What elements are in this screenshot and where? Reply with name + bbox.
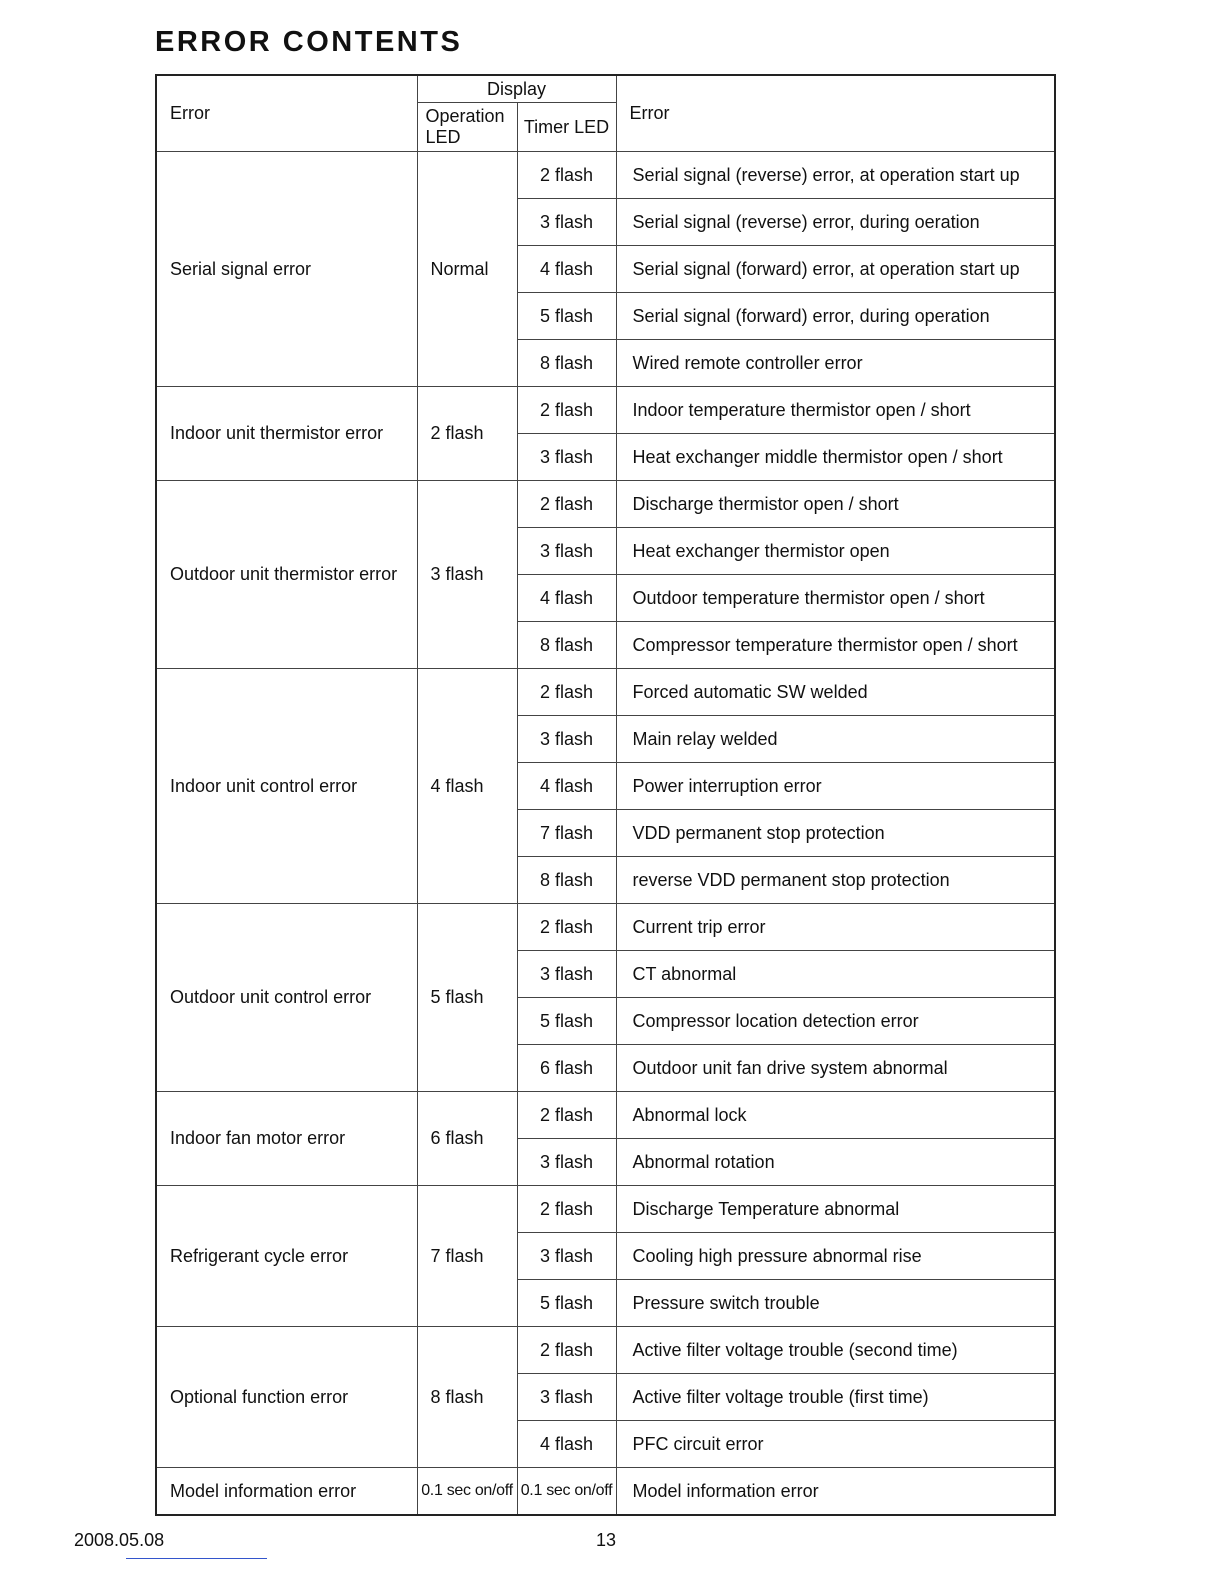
error-table-body (156, 152, 1055, 1516)
header-error: Error (156, 75, 417, 152)
timer-led-value: 6 flash (517, 1045, 616, 1092)
error-description: Compressor temperature thermistor open / short (616, 622, 1055, 669)
table-row (156, 481, 1055, 528)
error-category: Refrigerant cycle error (156, 1186, 417, 1327)
error-description: Serial signal (reverse) error, at operation start up (616, 152, 1055, 199)
error-description: Serial signal (forward) error, during operation (616, 293, 1055, 340)
error-description: Compressor location detection error (616, 998, 1055, 1045)
error-description: Discharge thermistor open / short (616, 481, 1055, 528)
timer-led-value: 3 flash (517, 528, 616, 575)
error-category: Optional function error (156, 1327, 417, 1468)
error-description: Wired remote controller error (616, 340, 1055, 387)
error-description: Serial signal (forward) error, at operation start up (616, 246, 1055, 293)
error-description: Indoor temperature thermistor open / short (616, 387, 1055, 434)
error-description: VDD permanent stop protection (616, 810, 1055, 857)
timer-led-value: 5 flash (517, 1280, 616, 1327)
error-description: Active filter voltage trouble (first time) (616, 1374, 1055, 1421)
header-display: Display (417, 75, 616, 103)
operation-led-value: 4 flash (417, 669, 517, 904)
error-description: PFC circuit error (616, 1421, 1055, 1468)
timer-led-value: 4 flash (517, 1421, 616, 1468)
error-description: reverse VDD permanent stop protection (616, 857, 1055, 904)
footer-date: 2008.05.08 (74, 1530, 165, 1550)
timer-led-value: 7 flash (517, 810, 616, 857)
error-description: Model information error (616, 1468, 1055, 1516)
page-number: 13 (596, 1530, 617, 1550)
footer-underline (126, 1558, 267, 1559)
table-row (156, 387, 1055, 434)
error-description: Outdoor temperature thermistor open / short (616, 575, 1055, 622)
error-description: Abnormal rotation (616, 1139, 1055, 1186)
timer-led-value: 2 flash (517, 669, 616, 716)
timer-led-value: 2 flash (517, 1327, 616, 1374)
timer-led-value: 8 flash (517, 622, 616, 669)
timer-led-value: 4 flash (517, 575, 616, 622)
header-error-description: Error (616, 75, 1055, 152)
operation-led-value: 0.1 sec on/off (417, 1468, 517, 1516)
error-category: Outdoor unit thermistor error (156, 481, 417, 669)
operation-led-value: 8 flash (417, 1327, 517, 1468)
timer-led-value: 3 flash (517, 951, 616, 998)
error-category: Indoor unit thermistor error (156, 387, 417, 481)
error-description: Forced automatic SW welded (616, 669, 1055, 716)
timer-led-value: 8 flash (517, 857, 616, 904)
error-table (155, 74, 1056, 1516)
error-description: Serial signal (reverse) error, during oeration (616, 199, 1055, 246)
error-description: CT abnormal (616, 951, 1055, 998)
operation-led-value: 2 flash (417, 387, 517, 481)
operation-led-value: 3 flash (417, 481, 517, 669)
table-row (156, 1092, 1055, 1139)
error-description: Cooling high pressure abnormal rise (616, 1233, 1055, 1280)
error-description: Discharge Temperature abnormal (616, 1186, 1055, 1233)
timer-led-value: 3 flash (517, 1233, 616, 1280)
timer-led-value: 0.1 sec on/off (517, 1468, 616, 1516)
timer-led-value: 4 flash (517, 763, 616, 810)
error-description: Main relay welded (616, 716, 1055, 763)
timer-led-value: 3 flash (517, 1374, 616, 1421)
error-category: Outdoor unit control error (156, 904, 417, 1092)
timer-led-value: 3 flash (517, 434, 616, 481)
error-description: Heat exchanger middle thermistor open / short (616, 434, 1055, 481)
error-description: Outdoor unit fan drive system abnormal (616, 1045, 1055, 1092)
timer-led-value: 2 flash (517, 387, 616, 434)
timer-led-value: 2 flash (517, 1186, 616, 1233)
timer-led-value: 2 flash (517, 1092, 616, 1139)
table-row (156, 152, 1055, 199)
timer-led-value: 5 flash (517, 293, 616, 340)
operation-led-value: 5 flash (417, 904, 517, 1092)
timer-led-value: 5 flash (517, 998, 616, 1045)
timer-led-value: 4 flash (517, 246, 616, 293)
operation-led-value: 6 flash (417, 1092, 517, 1186)
header-timer-led: Timer LED (517, 103, 616, 152)
error-description: Current trip error (616, 904, 1055, 951)
error-category: Indoor unit control error (156, 669, 417, 904)
operation-led-value: Normal (417, 152, 517, 387)
timer-led-value: 2 flash (517, 481, 616, 528)
error-description: Pressure switch trouble (616, 1280, 1055, 1327)
table-row (156, 1186, 1055, 1233)
table-row (156, 1468, 1055, 1516)
timer-led-value: 3 flash (517, 716, 616, 763)
header-operation-led: Operation LED (417, 103, 517, 152)
error-description: Active filter voltage trouble (second time) (616, 1327, 1055, 1374)
error-description: Power interruption error (616, 763, 1055, 810)
timer-led-value: 3 flash (517, 1139, 616, 1186)
error-description: Abnormal lock (616, 1092, 1055, 1139)
operation-led-value: 7 flash (417, 1186, 517, 1327)
timer-led-value: 3 flash (517, 199, 616, 246)
timer-led-value: 8 flash (517, 340, 616, 387)
error-description: Heat exchanger thermistor open (616, 528, 1055, 575)
timer-led-value: 2 flash (517, 152, 616, 199)
error-category: Serial signal error (156, 152, 417, 387)
table-row (156, 669, 1055, 716)
table-row (156, 1327, 1055, 1374)
timer-led-value: 2 flash (517, 904, 616, 951)
table-row (156, 904, 1055, 951)
page-title: ERROR CONTENTS (155, 26, 463, 58)
error-category: Model information error (156, 1468, 417, 1516)
error-category: Indoor fan motor error (156, 1092, 417, 1186)
